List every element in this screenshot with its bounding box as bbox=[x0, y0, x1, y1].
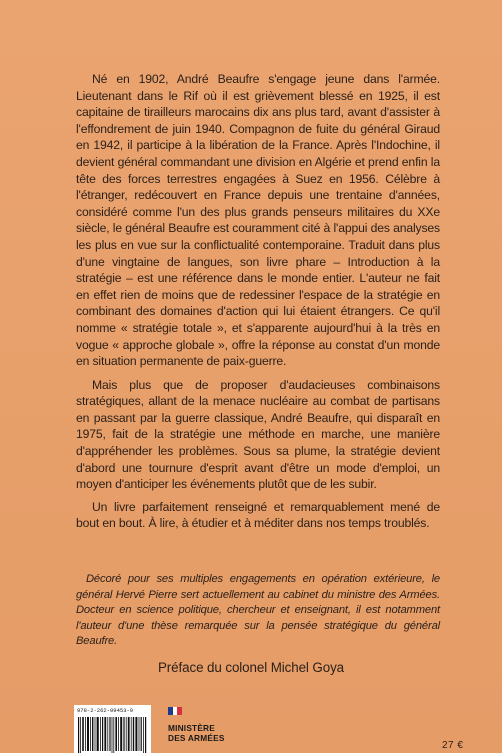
synopsis-paragraph-3: Un livre parfaitement renseigné et remarquablement mené de bout en bout. À lire, à étudier et à méditer dans nos temps troublés. bbox=[76, 499, 440, 531]
barcode-bars bbox=[78, 717, 147, 753]
author-bio bbox=[76, 572, 440, 650]
synopsis-text bbox=[76, 71, 440, 538]
ministry-name-line2: DES ARMÉES bbox=[168, 733, 225, 743]
french-flag-icon bbox=[168, 707, 182, 715]
price-label: 27 € bbox=[442, 740, 464, 751]
synopsis-paragraph-2: Mais plus que de proposer d'audacieuses combinaisons stratégiques, allant de la menace nucléaire au combat de partisans en passant par la guerre classique, André Beaufre, qui disparaît en 1975, fait de la stratégie une méthode en marche, une manière d'appréhender les problèmes. Sous sa plume, la stratégie devient d'abord une tournure d'esprit avant d'être un mode d'emploi, un moyen d'anticiper les événements plutôt que de les subir. bbox=[76, 377, 440, 492]
ministry-name-line1: MINISTÈRE bbox=[168, 723, 215, 733]
isbn-number: 978-2-262-09453-9 bbox=[77, 707, 134, 714]
synopsis-paragraph-1: Né en 1902, André Beaufre s'engage jeune dans l'armée. Lieutenant dans le Rif où il est grièvement blessé en 1925, il est capitaine de tirailleurs marocains dix ans plus tard, avant d'assister à l'effondrement de juin 1940. Compagnon de fuite du général Giraud en 1942, il participe à la libération de la France. Après l'Indochine, il devient général commandant une division en Algérie et prend enfin la tête des forces terrestres engagées à Suez en 1956. Célèbre à l'étranger, redécouvert en France depuis une trentaine d'années, considéré comme l'un des plus grands penseurs militaires du XXe siècle, le général Beaufre est couramment cité à l'appui des analyses les plus en vue sur la conflictualité contemporaine. Traduit dans plus d'une vingtaine de langues, son livre phare – Introduction à la stratégie – est une référence dans le monde entier. L'auteur ne fait en effet rien de moins que de redessiner l'espace de la stratégie en combinant des domaines d'action qui lui étaient étrangers. Ce qu'il nomme « stratégie totale », et s'apparente aujourd'hui à la très en vogue « approche globale », offre la réponse au constat d'un monde en situation permanente de paix-guerre. bbox=[76, 72, 440, 369]
barcode bbox=[74, 705, 151, 753]
ministry-logo bbox=[168, 705, 258, 753]
preface-credit: Préface du colonel Michel Goya bbox=[157, 660, 345, 675]
author-bio-text: Décoré pour ses multiples engagements en opération extérieure, le général Hervé Pierre sert actuellement au cabinet du ministre des Armées. Docteur en science politique, chercheur et enseignant, il est notamment l'auteur d'une thèse remarquée sur la pensée stratégique du général Beaufre. bbox=[76, 573, 440, 648]
flag-red-stripe bbox=[177, 707, 182, 715]
